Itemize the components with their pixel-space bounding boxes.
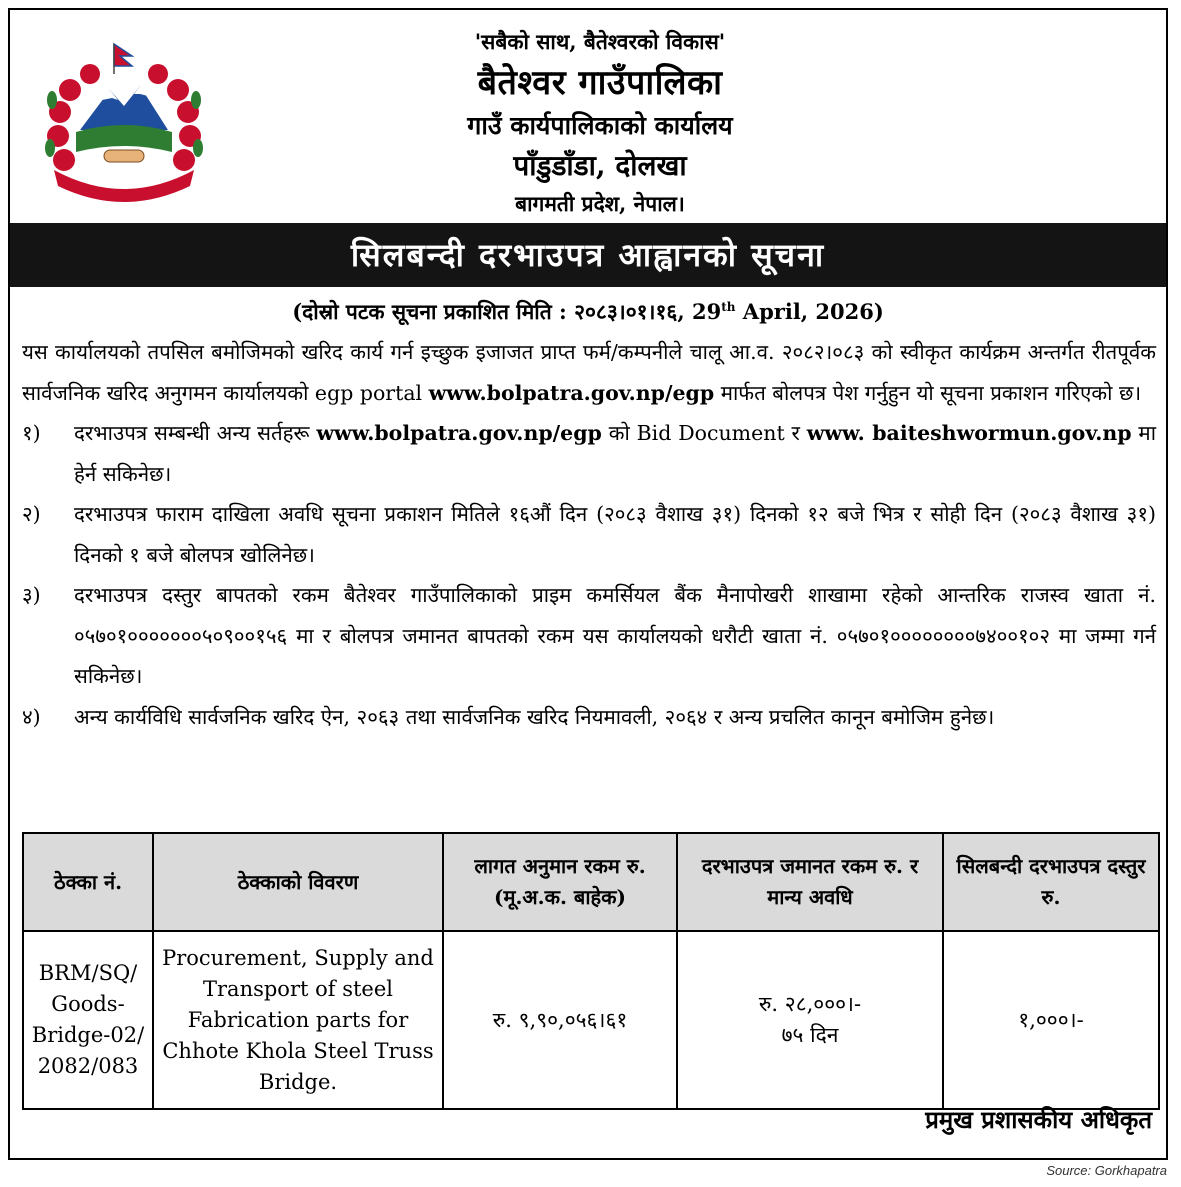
office-name: गाउँ कार्यपालिकाको कार्यालय	[467, 111, 733, 140]
motto: 'सबैको साथ, बैतेश्वरको विकास'	[474, 29, 726, 54]
item-number: ३)	[22, 583, 41, 607]
cell-cost-estimate: रु. ९,९०,०५६।६१	[443, 931, 677, 1109]
nepal-emblem-icon	[40, 40, 208, 208]
item-number: १)	[22, 421, 41, 445]
publication-date-ordinal: th	[721, 300, 736, 314]
bid-security-amount: रु. २८,०००।-	[758, 992, 862, 1016]
notice-body	[22, 332, 1156, 737]
header-bid-security: दरभाउपत्र जमानत रकम रु. र मान्य अवधि	[677, 833, 943, 931]
item-text: अन्य कार्यविधि सार्वजनिक खरिद ऐन, २०६३ तथा सार्वजनिक खरिद नियमावली, २०६४ र अन्य प्रचलित कानून बमोजिम हुनेछ।	[74, 704, 995, 729]
item-text-part: दरभाउपत्र सम्बन्धी अन्य सर्तहरू	[74, 421, 317, 445]
intro-text-end: मार्फत बोलपत्र पेश गर्नुहुन यो सूचना प्रकाशन गरिएको छ।	[714, 380, 1142, 405]
publication-date	[10, 298, 1166, 326]
header-cost-estimate: लागत अनुमान रकम रु. (मू.अ.क. बाहेक)	[443, 833, 677, 931]
cell-description: Procurement, Supply and Transport of steel Fabrication parts for Chhote Khola Steel Truss Bridge.	[153, 931, 443, 1109]
publication-date-suffix: April, 2026)	[735, 299, 884, 324]
item-text: दरभाउपत्र दस्तुर बापतको रकम बैतेश्वर गाउँपालिकाको प्राइम कमर्सियल बैंक मैनापोखरी शाखामा रहेको आन्तरिक राजस्व खाता नं. ०५७०१०००००००५०९००१५६ मा र बोलपत्र जमानत बापतको रकम यस कार्यालयको धरौटी खाता नं. ०५७०१००००००००७४००१०२ मा जम्मा गर्न सकिनेछ।	[74, 583, 1156, 688]
list-item	[22, 413, 1156, 494]
office-header	[220, 26, 980, 218]
intro-text: यस कार्यालयको तपसिल बमोजिमको खरिद कार्य गर्न इच्छुक इजाजत प्राप्त फर्म/कम्पनीले चालू आ.व. २०८२।०८३ को स्वीकृत कार्यक्रम अन्तर्गत रीतपूर्वक सार्वजनिक खरिद अनुगमन कार्यालयको egp portal	[22, 340, 1156, 405]
tender-table	[22, 832, 1160, 1110]
list-item	[22, 575, 1156, 697]
municipality-name: बैतेश्वर गाउँपालिका	[477, 63, 723, 103]
notice-frame	[8, 8, 1168, 1160]
item-text	[74, 413, 1156, 494]
item-number: ४)	[22, 704, 41, 729]
header-contract-no: ठेक्का नं.	[23, 833, 153, 931]
header-description: ठेक्काको विवरण	[153, 833, 443, 931]
egp-link: www.bolpatra.gov.np/egp	[428, 380, 715, 405]
item-text: दरभाउपत्र फाराम दाखिला अवधि सूचना प्रकाशन मितिले १६औं दिन (२०८३ वैशाख ३१) दिनको १२ बजे भित्र र सोही दिन (२०८३ वैशाख ३१) दिनको १ बजे बोलपत्र खोलिनेछ।	[74, 502, 1156, 567]
item-text-part: को Bid Document र	[601, 421, 807, 445]
intro-paragraph	[22, 332, 1156, 413]
municipality-website-link: www. baiteshwormun.gov.np	[806, 421, 1132, 445]
list-item	[22, 697, 1156, 738]
bid-validity: ७५ दिन	[781, 1023, 839, 1047]
egp-link: www.bolpatra.gov.np/egp	[316, 421, 602, 445]
table-header-row	[23, 833, 1159, 931]
source-credit: Source: Gorkhapatra	[1046, 1163, 1167, 1178]
cell-contract-no: BRM/SQ/ Goods- Bridge-02/ 2082/083	[23, 931, 153, 1109]
item-text-part: मा हेर्न सकिनेछ।	[74, 421, 1157, 486]
signatory-title: प्रमुख प्रशासकीय अधिकृत	[925, 1105, 1152, 1134]
item-number: २)	[22, 502, 41, 526]
office-location: पाँडुडाँडा, दोलखा	[513, 149, 687, 182]
table-row	[23, 931, 1159, 1109]
province: बागमती प्रदेश, नेपाल।	[515, 191, 685, 216]
cell-bid-security	[677, 931, 943, 1109]
cell-bid-fee: १,०००।-	[943, 931, 1159, 1109]
notice-title-banner: सिलबन्दी दरभाउपत्र आह्वानको सूचना	[10, 223, 1166, 287]
list-item	[22, 494, 1156, 575]
publication-date-prefix: (दोस्रो पटक सूचना प्रकाशित मिति : २०८३।०१।१६, 29	[292, 299, 722, 324]
header-bid-fee: सिलबन्दी दरभाउपत्र दस्तुर रु.	[943, 833, 1159, 931]
